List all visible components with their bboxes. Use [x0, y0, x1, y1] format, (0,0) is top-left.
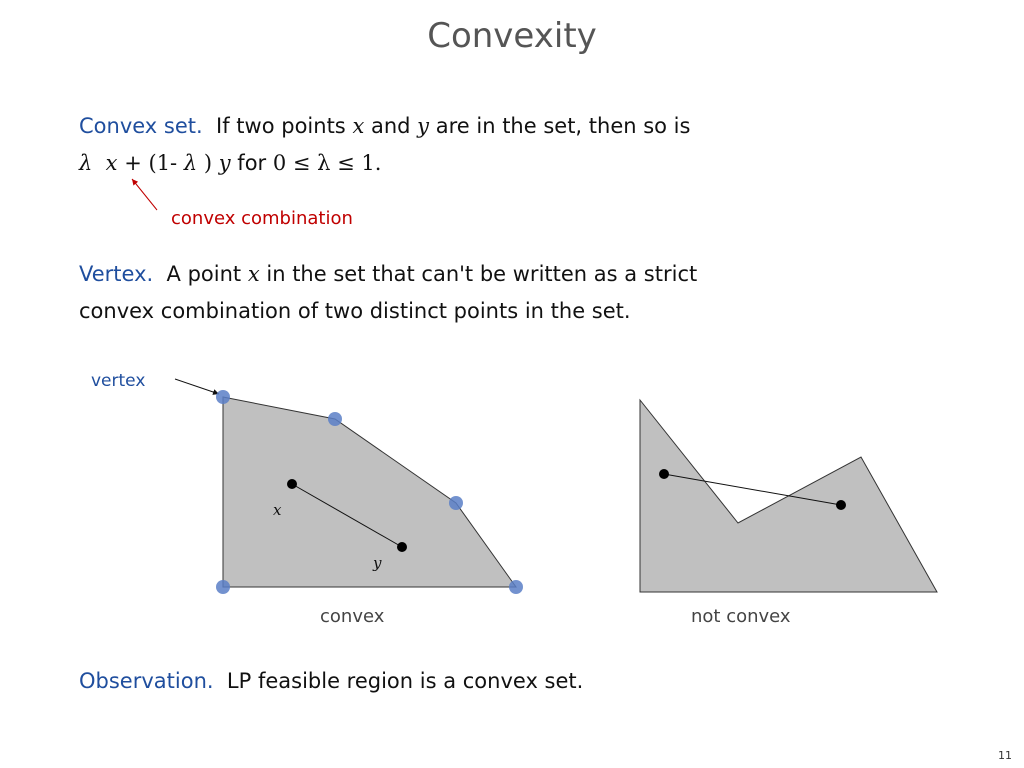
convex-set-for: for: [237, 151, 267, 175]
page-number: 11: [998, 749, 1012, 762]
observation-term: Observation.: [79, 669, 214, 693]
vertex-line-2: convex combination of two distinct points in the set.: [79, 299, 631, 323]
vertex-label: vertex: [91, 371, 146, 391]
observation-line: [79, 663, 583, 700]
point-x-dot: [287, 479, 297, 489]
observation-text: LP feasible region is a convex set.: [226, 669, 584, 693]
math-lambda2: λ: [183, 151, 198, 175]
point-y-dot: [397, 542, 407, 552]
math-close: ): [203, 151, 213, 175]
nonconvex-point-dot: [836, 500, 846, 510]
vertex-term: Vertex.: [79, 262, 154, 286]
vertex-dot: [328, 412, 342, 426]
caption-not-convex: not convex: [691, 606, 791, 627]
convex-set-text-1: If two points: [216, 114, 346, 138]
math-x: x: [352, 114, 365, 138]
convex-set-term: Convex set.: [79, 114, 203, 138]
convex-combination-arrow: [132, 179, 157, 210]
convex-set-and: and: [370, 114, 411, 138]
caption-convex: convex: [320, 606, 385, 627]
math-x2: x: [105, 151, 118, 175]
vertex-arrow: [175, 379, 219, 394]
vertex-dot: [509, 580, 523, 594]
math-plus: +: [124, 151, 142, 175]
math-lambda: λ: [79, 151, 93, 175]
convex-polygon: [223, 397, 516, 587]
point-x-label: x: [273, 501, 282, 519]
math-y2: y: [218, 151, 231, 175]
vertex-dot: [216, 580, 230, 594]
vertex-text-2: in the set that can't be written as a strict: [266, 262, 698, 286]
point-y-label: y: [373, 554, 382, 572]
slide-title: Convexity: [427, 16, 597, 56]
convex-set-text-2: are in the set, then so is: [435, 114, 691, 138]
math-range: 0 ≤ λ ≤ 1.: [272, 151, 382, 175]
convex-combination-note: convex combination: [171, 208, 353, 229]
math-x-vertex: x: [247, 262, 260, 286]
math-one-minus: (1-: [148, 151, 178, 175]
nonconvex-point-dot: [659, 469, 669, 479]
vertex-dot: [216, 390, 230, 404]
vertex-dot: [449, 496, 463, 510]
vertex-text-1: A point: [166, 262, 242, 286]
math-y: y: [417, 114, 430, 138]
